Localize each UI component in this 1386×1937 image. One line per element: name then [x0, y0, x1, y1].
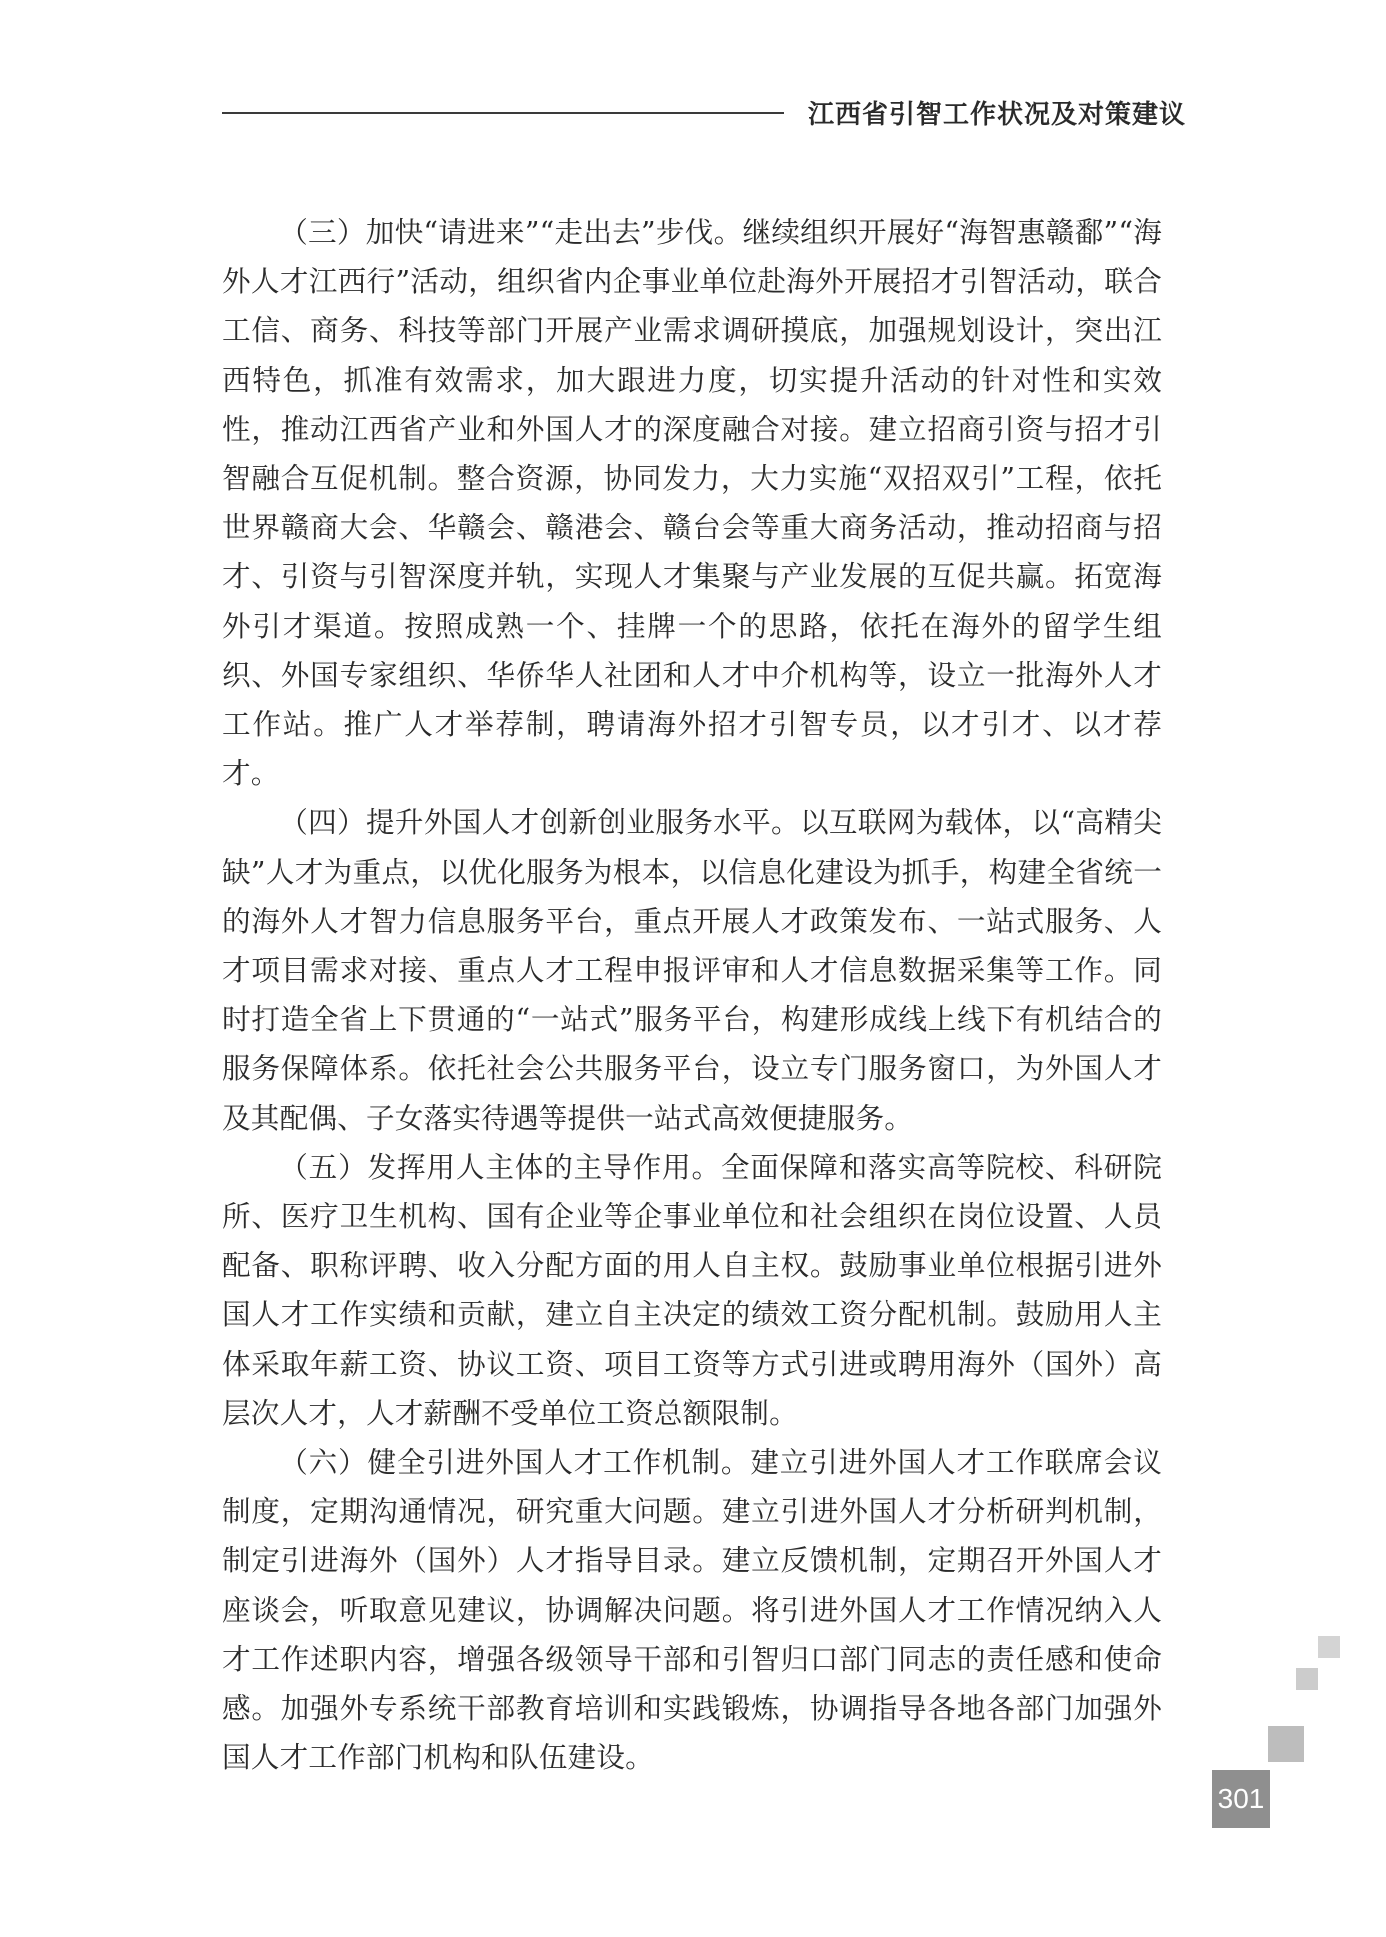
paragraph-section-3: （三）加快“请进来”“走出去”步伐。继续组织开展好“海智惠赣鄱”“海外人才江西行”活动，组织省内企事业单位赴海外开展招才引智活动，联合工信、商务、科技等部门开展产业需求调研摸底，加强规划设计，突出江西特色，抓准有效需求，加大跟进力度，切实提升活动的针对性和实效性，推动江西省产业和外国人才的深度融合对接。建立招商引资与招才引智融合互促机制。整合资源，协同发力，大力实施“双招双引”工程，依托世界赣商大会、华赣会、赣港会、赣台会等重大商务活动，推动招商与招才、引资与引智深度并轨，实现人才集聚与产业发展的互促共赢。拓宽海外引才渠道。按照成熟一个、挂牌一个的思路，依托在海外的留学生组织、外国专家组织、华侨华人社团和人才中介机构等，设立一批海外人才工作站。推广人才举荐制，聘请海外招才引智专员，以才引才、以才荐才。 [222, 215, 1162, 791]
body-text [222, 208, 1162, 1783]
header-rule [222, 112, 784, 114]
paragraph-section-5: （五）发挥用人主体的主导作用。全面保障和落实高等院校、科研院所、医疗卫生机构、国有企业等企事业单位和社会组织在岗位设置、人员配备、职称评聘、收入分配方面的用人自主权。鼓励事业单位根据引进外国人才工作实绩和贡献，建立自主决定的绩效工资分配机制。鼓励用人主体采取年薪工资、协议工资、项目工资等方式引进或聘用海外（国外）高层次人才，人才薪酬不受单位工资总额限制。 [222, 1149, 1162, 1430]
decorative-square [1296, 1668, 1318, 1690]
running-header-title: 江西省引智工作状况及对策建议 [808, 100, 1187, 130]
paragraph-section-6: （六）健全引进外国人才工作机制。建立引进外国人才工作联席会议制度，定期沟通情况，研究重大问题。建立引进外国人才分析研判机制，制定引进海外（国外）人才指导目录。建立反馈机制，定期召开外国人才座谈会，听取意见建议，协调解决问题。将引进外国人才工作情况纳入人才工作述职内容，增强各级领导干部和引智归口部门同志的责任感和使命感。加强外专系统干部教育培训和实践锻炼，协调指导各地各部门加强外国人才工作部门机构和队伍建设。 [222, 1445, 1162, 1775]
decorative-square [1318, 1636, 1340, 1658]
decorative-square [1268, 1726, 1304, 1762]
paragraph-section-4: （四）提升外国人才创新创业服务水平。以互联网为载体，以“高精尖缺”人才为重点，以优化服务为根本，以信息化建设为抓手，构建全省统一的海外人才智力信息服务平台，重点开展人才政策发布、一站式服务、人才项目需求对接、重点人才工程申报评审和人才信息数据采集等工作。同时打造全省上下贯通的“一站式”服务平台，构建形成线上线下有机结合的服务保障体系。依托社会公共服务平台，设立专门服务窗口，为外国人才及其配偶、子女落实待遇等提供一站式高效便捷服务。 [222, 805, 1162, 1135]
page-number: 301 [1212, 1770, 1270, 1828]
